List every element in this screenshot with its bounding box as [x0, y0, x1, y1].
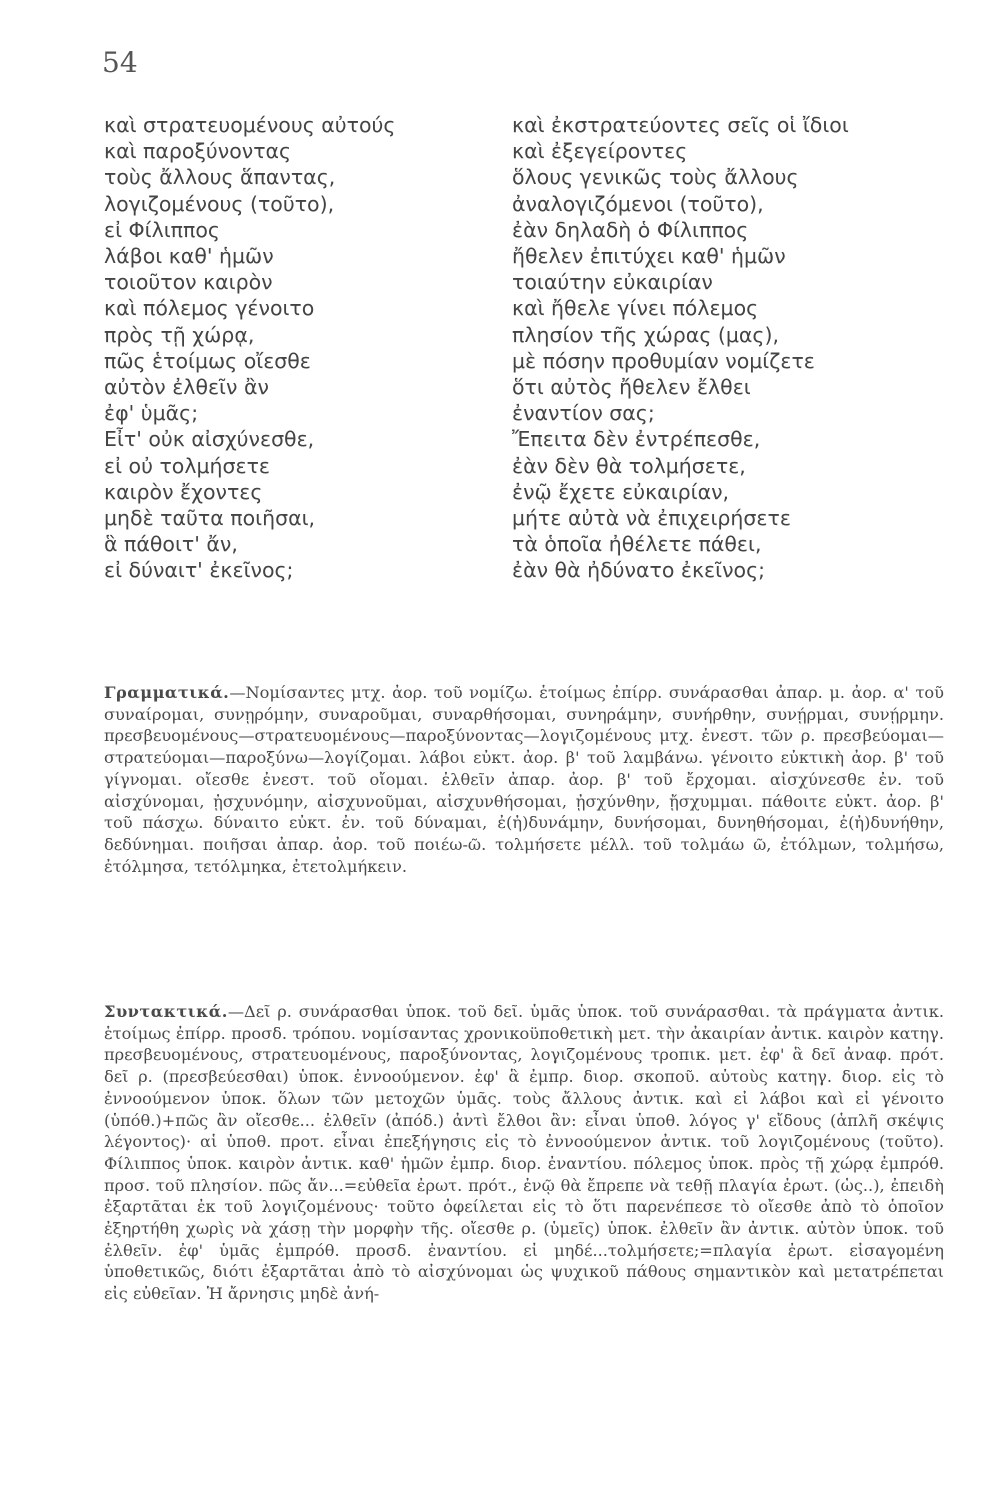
- original-line: αὐτὸν ἐλθεῖν ἂν: [104, 375, 269, 400]
- grammatical-heading: Γραμματικά.: [104, 683, 230, 702]
- translation-line: ἀναλογιζόμενοι (τοῦτο),: [512, 191, 764, 216]
- original-line: καὶ πόλεμος γένοιτο: [104, 296, 315, 321]
- page-number: 54: [102, 46, 138, 79]
- original-line: Εἶτ' οὐκ αἰσχύνεσθε,: [104, 427, 315, 452]
- translation-line: ἐὰν δηλαδὴ ὁ Φίλιππος: [512, 217, 749, 242]
- syntactic-notes: [104, 1001, 944, 1305]
- original-line: πῶς ἑτοίμως οἴεσθε: [104, 348, 311, 373]
- original-line: εἰ Φίλιππος: [104, 217, 220, 242]
- original-line: λάβοι καθ' ἡμῶν: [104, 244, 274, 269]
- syntactic-text: —Δεῖ ρ. συνάρασθαι ὑποκ. τοῦ δεῖ. ὑμᾶς ὑποκ. τοῦ συνάρασθαι. τὰ πράγματα ἀντικ. ἑτοίμως ἐπίρρ. προσδ. τρόπου. νομίσαντας χρονικοϋποθετικὴ μετ. τὴν ἀκαιρίαν ἀντικ. καιρὸν κατηγ. πρεσβευομένους, στρατευομένους, παροξύνοντας, λογιζομένους τροπικ. μετ. ἐφ' ἃ δεῖ ἀναφ. πρότ. δεῖ ρ. (πρεσβεύεσθαι) ὑποκ. ἐννοούμενον. ἐφ' ἃ ἐμπρ. διορ. σκοποῦ. αὐτοὺς κατηγ. διορ. εἰς τὸ ἐννοούμενον ὑποκ. ὅλων τῶν μετοχῶν ὑμᾶς. τοὺς ἄλλους ἀντικ. καὶ εἰ λάβοι καὶ εἰ γένοιτο (ὑπόθ.)+πῶς ἂν οἴεσθε... ἐλθεῖν (ἀπόδ.) ἀντὶ ἔλθοι ἂν: εἶναι ὑποθ. λόγος γ' εἴδους (ἁπλῆ σκέψις λέγοντος)· αἱ ὑποθ. προτ. εἶναι ἐπεξήγησις εἰς τὸ ἐννοούμενον ἀντικ. τοῦ λογιζομένους (τοῦτο). Φίλιππος ὑποκ. καιρὸν ἀντικ. καθ' ἡμῶν ἐμπρ. διορ. ἐναντίου. πόλεμος ὑποκ. πρὸς τῇ χώρᾳ ἐμπρόθ. προσ. τοῦ πλησίον. πῶς ἄν...=εὐθεῖα ἐρωτ. πρότ., ἐνῷ θὰ ἔπρεπε νὰ τεθῇ πλαγία ἐρωτ. (ὡς..), ἐπειδὴ ἐξαρτᾶται ἐκ τοῦ λογιζομένους· τοῦτο ὀφείλεται εἰς τὸ ὅτι παρενέπεσε τὸ οἴεσθε ἀπὸ τὸ ὁποῖον ἐξηρτήθη χωρὶς νὰ χάσῃ τὴν μορφὴν τῆς. οἴεσθε ρ. (ὑμεῖς) ὑποκ. ἐλθεῖν ἂν ἀντικ. αὐτὸν ὑποκ. τοῦ ἐλθεῖν. ἐφ' ὑμᾶς ἐμπρόθ. προσδ. ἐναντίου. εἰ μηδέ...τολμήσετε;=πλαγία ἐρωτ. εἰσαγομένη ὑποθετικῶς, διότι ἐξαρτᾶται ἀπὸ τὸ αἰσχύνομαι ὡς ψυχικοῦ πάθους σημαντικὸν καὶ μετατρέπεται εἰς εὐθεῖαν. Ἡ ἄρνησις μηδὲ ἀνή-: [104, 1002, 944, 1304]
- original-line: λογιζομένους (τοῦτο),: [104, 191, 335, 216]
- translation-line: ὅλους γενικῶς τοὺς ἄλλους: [512, 165, 799, 190]
- original-line: καὶ στρατευομένους αὐτούς: [104, 113, 396, 137]
- translation-line: ἐνῷ ἔχετε εὐκαιρίαν,: [512, 479, 730, 504]
- original-line: τοιοῦτον καιρὸν: [104, 270, 273, 295]
- translation-line: Ἔπειτα δὲν ἐντρέπεσθε,: [512, 427, 761, 452]
- modern-translation-column: [512, 112, 977, 584]
- translation-line: τὰ ὁποῖα ἠθέλετε πάθει,: [512, 532, 762, 557]
- greek-original-column: [104, 112, 484, 584]
- translation-line: ὅτι αὐτὸς ἤθελεν ἔλθει: [512, 375, 751, 400]
- original-line: ἃ πάθοιτ' ἄν,: [104, 532, 238, 557]
- translation-line: τοιαύτην εὐκαιρίαν: [512, 270, 713, 295]
- translation-line: ἐὰν δὲν θὰ τολμήσετε,: [512, 453, 746, 478]
- translation-line: καὶ ἤθελε γίνει πόλεμος: [512, 296, 759, 321]
- grammatical-notes: [104, 682, 944, 877]
- original-line: τοὺς ἄλλους ἅπαντας,: [104, 165, 336, 190]
- translation-line: μὲ πόσην προθυμίαν νομίζετε: [512, 348, 815, 373]
- original-line: πρὸς τῇ χώρᾳ,: [104, 322, 255, 347]
- grammatical-text: —Νομίσαντες μτχ. ἀορ. τοῦ νομίζω. ἑτοίμως ἐπίρρ. συνάρασθαι ἀπαρ. μ. ἀορ. α' τοῦ συναίρομαι, συνῃρόμην, συναροῦμαι, συναρθήσομαι, συνηράμην, συνήρθην, συνῄρμαι, συνῄρμην. πρεσβευομένους—στρατευομένους—παροξύνοντας—λογιζομένους μτχ. ἐνεστ. τῶν ρ. πρεσβεύομαι—στρατεύομαι—παροξύνω—λογίζομαι. λάβοι εὐκτ. ἀορ. β' τοῦ λαμβάνω. γένοιτο εὐκτικὴ ἀορ. β' τοῦ γίγνομαι. οἴεσθε ἐνεστ. τοῦ οἴομαι. ἐλθεῖν ἀπαρ. ἀορ. β' τοῦ ἔρχομαι. αἰσχύνεσθε ἐν. τοῦ αἰσχύνομαι, ᾐσχυνόμην, αἰσχυνοῦμαι, αἰσχυνθήσομαι, ᾐσχύνθην, ᾔσχυμμαι. πάθοιτε εὐκτ. ἀορ. β' τοῦ πάσχω. δύναιτο εὐκτ. ἐν. τοῦ δύναμαι, ἐ(ἠ)δυνάμην, δυνήσομαι, δυνηθήσομαι, ἐ(ἠ)δυνήθην, δεδύνημαι. ποιῆσαι ἀπαρ. ἀορ. τοῦ ποιέω-ῶ. τολμήσετε μέλλ. τοῦ τολμάω ῶ, ἐτόλμων, τολμήσω, ἐτόλμησα, τετόλμηκα, ἐτετολμήκειν.: [104, 683, 944, 876]
- translation-line: καὶ ἐξεγείροντες: [512, 139, 688, 164]
- translation-line: πλησίον τῆς χώρας (μας),: [512, 322, 779, 347]
- translation-line: ἐναντίον σας;: [512, 401, 655, 426]
- syntactic-heading: Συντακτικά.: [104, 1002, 228, 1021]
- original-line: εἰ δύναιτ' ἐκεῖνος;: [104, 558, 294, 583]
- translation-line: ἐὰν θὰ ἠδύνατο ἐκεῖνος;: [512, 558, 766, 583]
- original-line: καὶ παροξύνοντας: [104, 139, 292, 164]
- translation-line: μήτε αὐτὰ νὰ ἐπιχειρήσετε: [512, 506, 791, 531]
- original-line: ἐφ' ὑμᾶς;: [104, 401, 199, 426]
- translation-line: ἤθελεν ἐπιτύχει καθ' ἡμῶν: [512, 244, 786, 269]
- original-line: μηδὲ ταῦτα ποιῆσαι,: [104, 506, 316, 531]
- original-line: εἰ οὐ τολμήσετε: [104, 453, 271, 478]
- translation-line: καὶ ἐκστρατεύοντες σεῖς οἱ ἴδιοι: [512, 113, 849, 137]
- original-line: καιρὸν ἔχοντες: [104, 479, 263, 504]
